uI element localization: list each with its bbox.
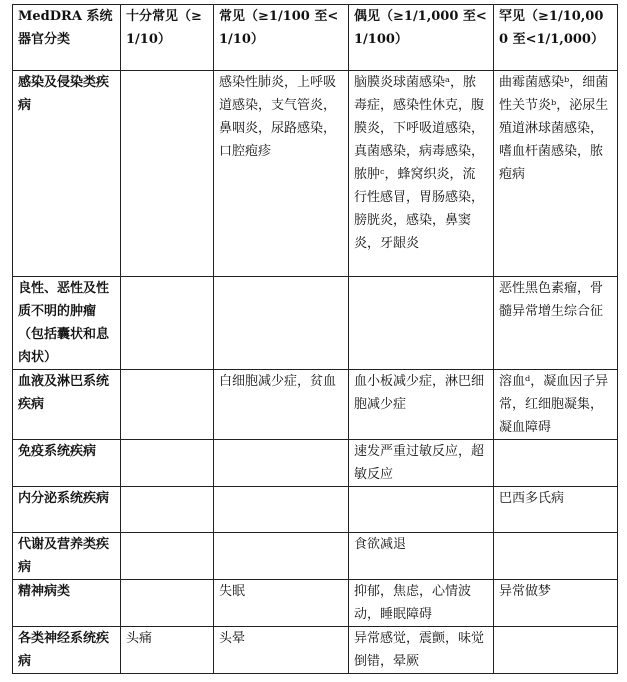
cell-soc: 代谢及营养类疾病 bbox=[13, 533, 121, 580]
cell-common bbox=[214, 277, 349, 370]
cell-very-common bbox=[121, 370, 214, 440]
cell-uncommon bbox=[349, 277, 494, 370]
cell-rare: 恶性黑色素瘤，骨髓异常增生综合征 bbox=[494, 277, 618, 370]
table-row bbox=[13, 277, 618, 370]
cell-common bbox=[214, 487, 349, 533]
cell-common: 失眠 bbox=[214, 580, 349, 627]
cell-very-common: 头痛 bbox=[121, 627, 214, 674]
document-page bbox=[12, 4, 618, 674]
cell-uncommon: 抑郁，焦虑，心情波动，睡眠障碍 bbox=[349, 580, 494, 627]
cell-soc: 血液及淋巴系统疾病 bbox=[13, 370, 121, 440]
header-soc: MedDRA 系统器官分类 bbox=[13, 5, 121, 71]
table-row bbox=[13, 627, 618, 674]
cell-soc: 内分泌系统疾病 bbox=[13, 487, 121, 533]
header-very-common: 十分常见（≥1/10） bbox=[121, 5, 214, 71]
cell-soc: 各类神经系统疾病 bbox=[13, 627, 121, 674]
cell-rare: 巴西多氏病 bbox=[494, 487, 618, 533]
cell-rare: 曲霉菌感染ᵇ，细菌性关节炎ᵇ，泌尿生殖道淋球菌感染，嗜血杆菌感染，脓疱病 bbox=[494, 71, 618, 277]
cell-common: 白细胞减少症，贫血 bbox=[214, 370, 349, 440]
cell-uncommon: 食欲减退 bbox=[349, 533, 494, 580]
table-row bbox=[13, 487, 618, 533]
table-row bbox=[13, 440, 618, 487]
cell-common: 头晕 bbox=[214, 627, 349, 674]
cell-rare: 异常做梦 bbox=[494, 580, 618, 627]
cell-common: 感染性肺炎，上呼吸道感染，支气管炎，鼻咽炎，尿路感染，口腔疱疹 bbox=[214, 71, 349, 277]
header-uncommon: 偶见（≥1/1,000 至<1/100） bbox=[349, 5, 494, 71]
cell-common bbox=[214, 440, 349, 487]
cell-uncommon: 脑膜炎球菌感染ᵃ，脓毒症，感染性休克，腹膜炎，下呼吸道感染，真菌感染，病毒感染，脓肿ᶜ，蜂窝织炎，流行性感冒，胃肠感染，膀胱炎，感染，鼻窦炎，牙龈炎 bbox=[349, 71, 494, 277]
cell-common bbox=[214, 533, 349, 580]
cell-soc: 免疫系统疾病 bbox=[13, 440, 121, 487]
cell-rare: 溶血ᵈ，凝血因子异常，红细胞凝集，凝血障碍 bbox=[494, 370, 618, 440]
cell-uncommon bbox=[349, 487, 494, 533]
header-common: 常见（≥1/100 至<1/10） bbox=[214, 5, 349, 71]
table-header-row bbox=[13, 5, 618, 71]
cell-rare bbox=[494, 533, 618, 580]
cell-very-common bbox=[121, 487, 214, 533]
cell-very-common bbox=[121, 533, 214, 580]
cell-soc: 良性、恶性及性质不明的肿瘤（包括囊状和息肉状） bbox=[13, 277, 121, 370]
cell-very-common bbox=[121, 71, 214, 277]
table-row bbox=[13, 533, 618, 580]
cell-uncommon: 速发严重过敏反应，超敏反应 bbox=[349, 440, 494, 487]
cell-rare bbox=[494, 627, 618, 674]
table-row bbox=[13, 370, 618, 440]
table-row bbox=[13, 580, 618, 627]
adverse-reactions-table bbox=[12, 4, 618, 674]
cell-rare bbox=[494, 440, 618, 487]
cell-soc: 感染及侵染类疾病 bbox=[13, 71, 121, 277]
cell-uncommon: 异常感觉，震颤，味觉倒错，晕厥 bbox=[349, 627, 494, 674]
cell-very-common bbox=[121, 277, 214, 370]
header-rare: 罕见（≥1/10,000 至<1/1,000） bbox=[494, 5, 618, 71]
cell-very-common bbox=[121, 580, 214, 627]
cell-uncommon: 血小板减少症，淋巴细胞减少症 bbox=[349, 370, 494, 440]
cell-very-common bbox=[121, 440, 214, 487]
table-row bbox=[13, 71, 618, 277]
cell-soc: 精神病类 bbox=[13, 580, 121, 627]
